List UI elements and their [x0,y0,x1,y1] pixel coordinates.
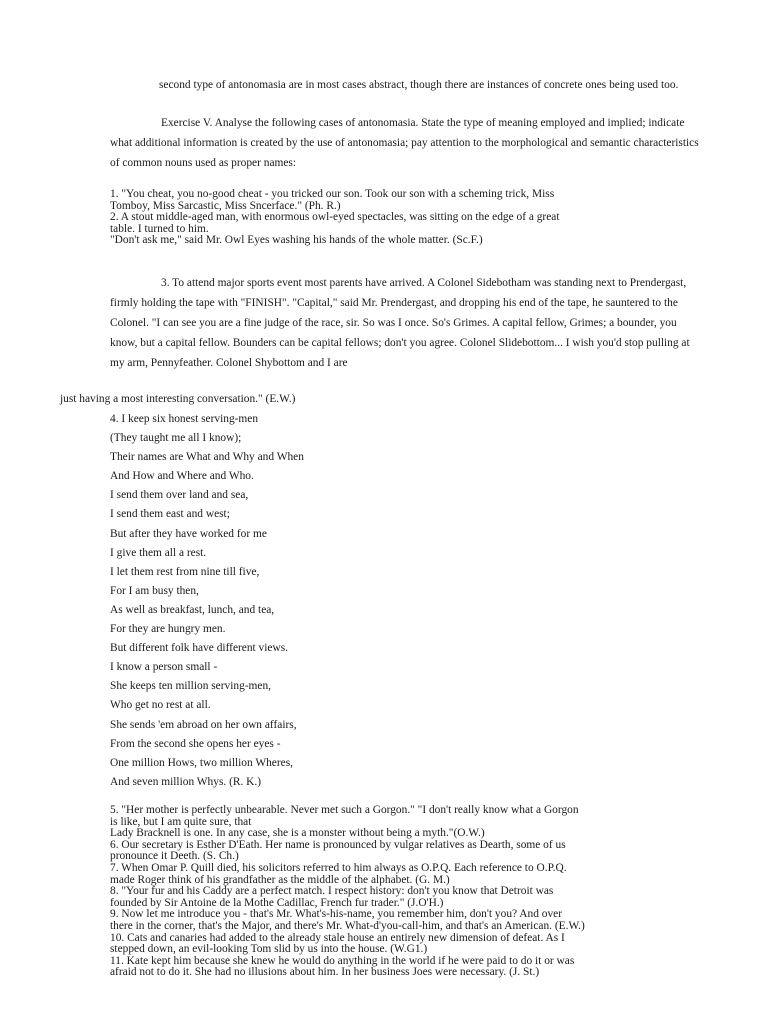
poem-line: As well as breakfast, lunch, and tea, [110,603,275,616]
text-line: afraid not to do it. She had no illusions about him. In her business Joes were necessary. (J. St.) [110,966,540,979]
text-line: "Don't ask me," said Mr. Owl Eyes washing his hands of the whole matter. (Sc.F.) [110,234,483,247]
poem-line: I send them over land and sea, [110,489,249,502]
text-line: 11. Kate kept him because she knew he would do anything in the world if he were paid to do it or was [110,954,575,967]
text-line: is like, but I am quite sure, that [110,815,252,828]
text-line: table. I turned to him. [110,222,209,235]
poem-line: I know a person small - [110,661,218,674]
poem-line: Who get no rest at all. [110,699,211,712]
text-line: know, but a capital fellow. Bounders can be capital fellows; don't you agree. Colonel Slidebottom... I wish you'd stop pulling at [110,337,690,349]
text-line: there in the corner, that's the Major, and there's Mr. What-d'you-call-him, and that's an American. (E.W.) [110,919,585,932]
text-line: 2. A stout middle-aged man, with enormous owl-eyed spectacles, was sitting on the edge of a great [110,211,560,224]
text-line: made Roger think of his grandfather as the middle of the alphabet. (G. M.) [110,873,450,886]
items-5-11 [110,805,585,979]
text-line: Tomboy, Miss Sarcastic, Miss Sncerface." (Ph. R.) [110,199,341,212]
poem-line: She keeps ten million serving-men, [110,680,272,693]
poem-line: For I am busy then, [110,584,199,597]
item-3-end: just having a most interesting conversation." (E.W.) [60,393,296,405]
text-line: my arm, Pennyfeather. Colonel Shybottom and I are [110,357,348,369]
poem-line: One million Hows, two million Wheres, [110,756,293,769]
poem-line: From the second she opens her eyes - [110,737,281,750]
poem-line: 4. I keep six honest serving-men [110,413,259,425]
exercise-line: of common nouns used as proper names: [110,157,297,169]
text-line: Lady Bracknell is one. In any case, she is a monster without being a myth."(O.W.) [110,827,485,840]
text-line: founded by Sir Antoine de la Mothe Cadillac, French fur trader." (J.O'H.) [110,896,444,909]
poem-line: But different folk have different views. [110,642,288,655]
text-line: Colonel. "I can see you are a fine judge of the race, sir. So was I once. So's Grimes. A capital fellow, Grimes; a bounder, you [110,317,677,329]
exercise-line: Exercise V. Analyse the following cases of antonomasia. State the type of meaning employed and implied; indicate [161,117,685,129]
text-line: stepped down, an evil-looking Tom slid by us into the house. (W.G1.) [110,943,428,956]
exercise-line: what additional information is created by the use of antonomasia; pay attention to the morphological and semantic characteristics [110,137,699,149]
exercise-heading [110,113,699,173]
text-line: pronounce it Deeth. (S. Ch.) [110,850,239,863]
text-line: 9. Now let me introduce you - that's Mr. What's-his-name, you remember him, don't you? And over [110,908,562,921]
item-3 [110,273,690,373]
text-line: 7. When Omar P. Quill died, his solicitors referred to him always as O.P.Q. Each reference to O.P.Q. [110,861,567,874]
poem-line: And seven million Whys. (R. K.) [110,775,262,788]
text-line: 10. Cats and canaries had added to the already stale house an entirely new dimension of defeat. As I [110,931,565,944]
text-line: 6. Our secretary is Esther D'Eath. Her name is pronounced by vulgar relatives as Dearth, some of us [110,838,566,851]
poem-line: I send them east and west; [110,508,230,521]
intro-line: second type of antonomasia are in most cases abstract, though there are instances of concrete ones being used too. [159,79,679,91]
poem-line: I let them rest from nine till five, [110,565,260,578]
poem-line: But after they have worked for me [110,527,267,540]
text-line: 1. "You cheat, you no-good cheat - you tricked our son. Took our son with a scheming trick, Miss [110,188,555,200]
text-line: firmly holding the tape with "FINISH". "Capital," said Mr. Prendergast, and dropping his end of the tape, he sauntered to the [110,297,678,309]
items-1-2 [110,189,560,247]
poem-line: And How and Where and Who. [110,470,254,483]
poem-line: For they are hungry men. [110,623,226,636]
poem-item-4 [110,410,304,792]
poem-line: I give them all a rest. [110,546,207,559]
text-line: 5. "Her mother is perfectly unbearable. Never met such a Gorgon." "I don't really know what a Gorgon [110,804,579,816]
text-line: 8. "Your fur and his Caddy are a perfect match. I respect history: don't you know that Detroit was [110,885,554,898]
text-line: 3. To attend major sports event most parents have arrived. A Colonel Sidebotham was standing next to Prendergast, [161,277,687,289]
poem-line: She sends 'em abroad on her own affairs, [110,718,297,731]
poem-line: (They taught me all I know); [110,432,242,445]
poem-line: Their names are What and Why and When [110,451,304,464]
